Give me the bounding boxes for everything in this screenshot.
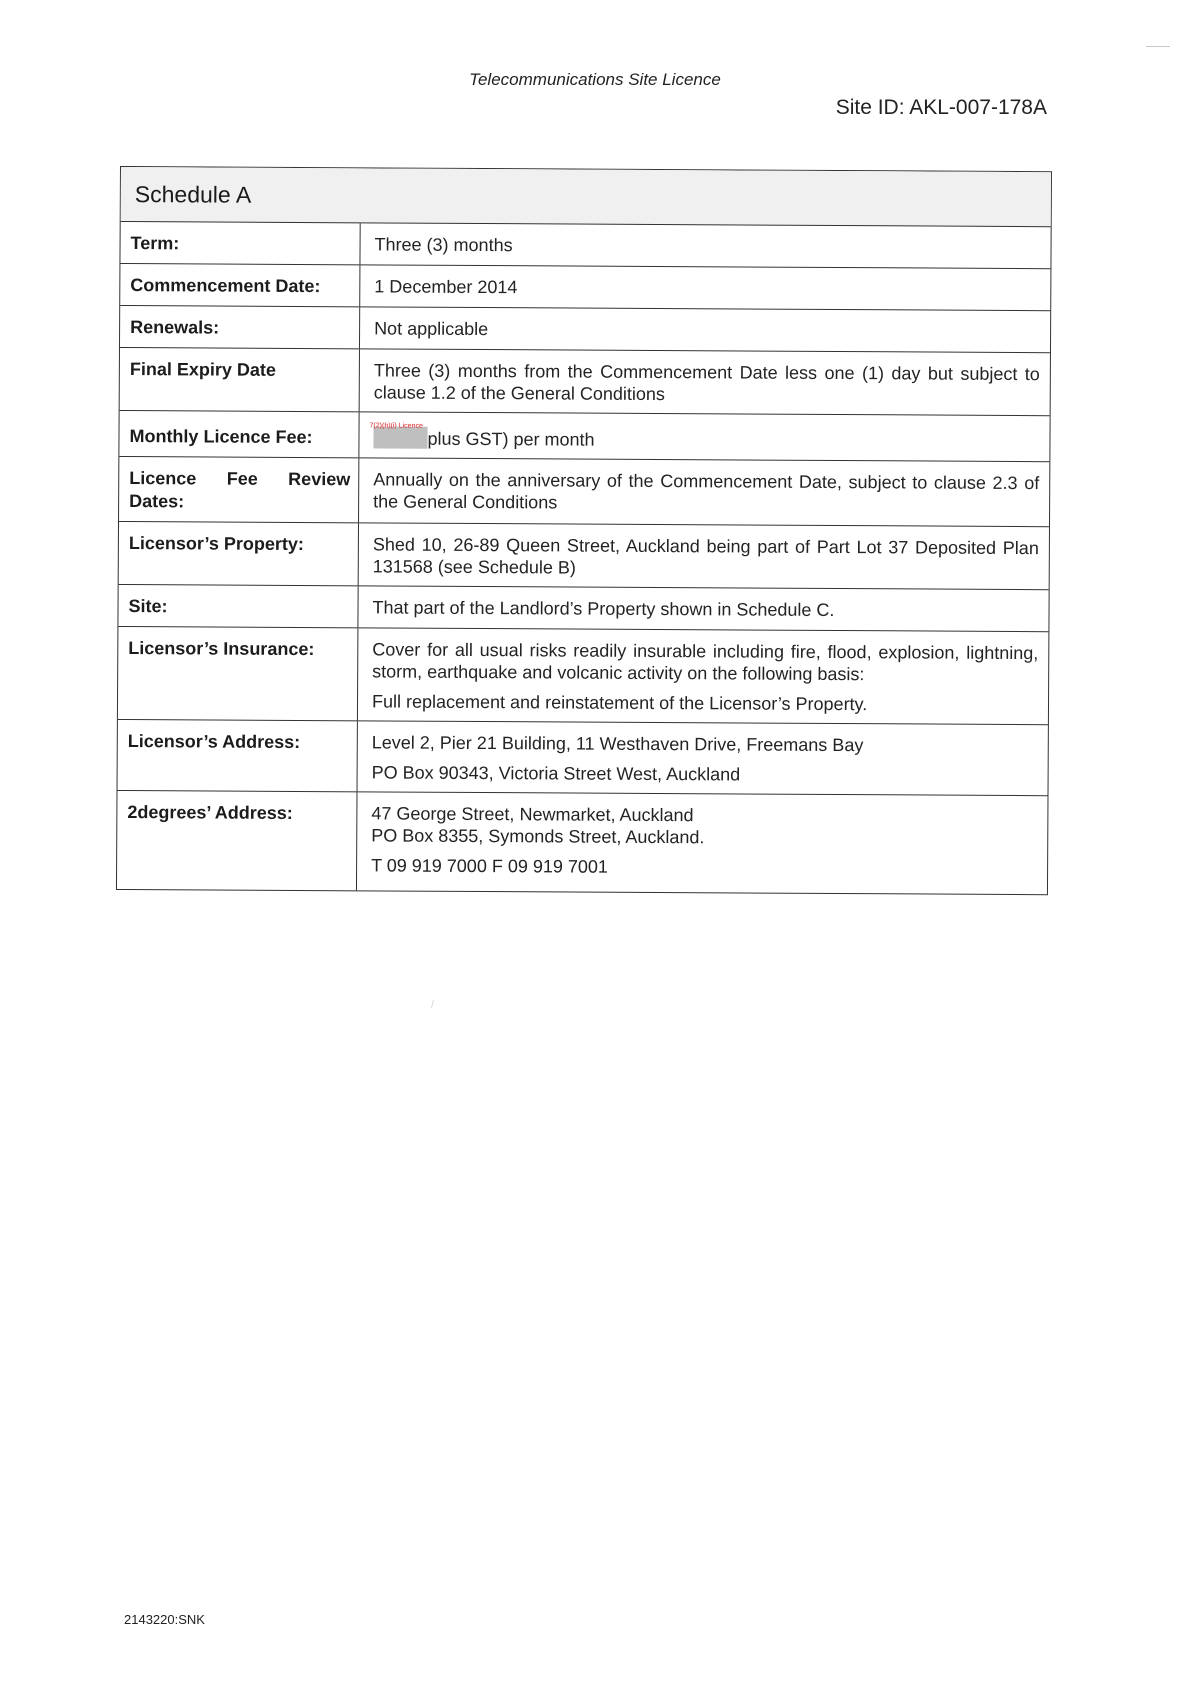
table-row-renewals	[120, 306, 1050, 353]
value-line: Full replacement and reinstatement of the Licensor’s Property.	[371, 691, 868, 715]
row-value	[357, 792, 1048, 894]
value-line: Not applicable	[374, 318, 489, 340]
table-row-monthly-licence-fee	[119, 411, 1049, 462]
value-line: Annually on the anniversary of the Commencement Date, subject to clause 2.3 of the General Conditions	[373, 469, 1040, 513]
fee-text: plus GST) per month	[427, 428, 595, 450]
table-row-final-expiry-date	[120, 348, 1050, 416]
value-line: Three (3) months	[374, 234, 513, 256]
document-title: Telecommunications Site Licence	[469, 70, 721, 89]
row-value	[360, 349, 1050, 415]
row-label: Licence Fee Review Dates:	[119, 457, 359, 522]
row-value	[359, 458, 1049, 526]
table-row-licence-fee-review-dates	[119, 457, 1049, 527]
table-row-site	[118, 585, 1048, 632]
value-line: PO Box 8355, Symonds Street, Auckland.	[371, 825, 705, 848]
row-value	[359, 523, 1049, 589]
schedule-heading: Schedule A	[121, 167, 1051, 227]
row-label: Licensor’s Insurance:	[118, 627, 359, 720]
row-value	[360, 307, 1050, 352]
row-label: Licensor’s Property:	[119, 522, 359, 585]
table-row-term	[120, 222, 1050, 269]
table-row-commencement-date	[120, 264, 1050, 311]
row-label: Monthly Licence Fee:	[119, 411, 359, 457]
table-row-2degrees-address	[117, 791, 1048, 894]
row-label: Site:	[118, 585, 358, 627]
table-row-licensors-property	[119, 522, 1049, 590]
value-line: Shed 10, 26-89 Queen Street, Auckland being part of Part Lot 37 Deposited Plan 131568 (see Schedule B)	[372, 534, 1039, 578]
row-label: Renewals:	[120, 306, 360, 348]
row-value	[360, 223, 1050, 268]
row-value	[358, 586, 1048, 631]
row-value	[358, 628, 1049, 724]
row-value	[359, 412, 1049, 461]
row-value	[358, 721, 1048, 795]
row-label: Licensor’s Address:	[118, 720, 358, 791]
table-row-licensors-address	[118, 720, 1048, 796]
value-line: 1 December 2014	[374, 276, 518, 298]
value-line: Three (3) months from the Commencement Date less one (1) day but subject to clause 1.2 of the General Conditions	[373, 360, 1040, 405]
row-label: 2degrees’ Address:	[117, 791, 358, 890]
row-value	[360, 265, 1050, 310]
document-reference-code: 2143220:SNK	[124, 1612, 205, 1627]
value-line	[369, 422, 1039, 453]
scan-mark	[431, 1000, 434, 1008]
redaction-box	[369, 422, 427, 448]
value-line: Level 2, Pier 21 Building, 11 Westhaven Drive, Freemans Bay	[371, 732, 864, 756]
schedule-a-table	[116, 166, 1052, 895]
value-line: Cover for all usual risks readily insurable including fire, flood, explosion, lightning, storm, earthquake and volcanic activity on the following basis:	[372, 639, 1039, 685]
value-line: 47 George Street, Newmarket, Auckland	[371, 803, 694, 826]
redaction-label: 7(2)(h)(i) Licence	[369, 422, 423, 430]
row-label: Final Expiry Date	[120, 348, 360, 411]
value-line: PO Box 90343, Victoria Street West, Auckland	[371, 762, 741, 785]
table-row-licensors-insurance	[118, 627, 1049, 725]
scan-mark	[1146, 46, 1170, 47]
value-line: That part of the Landlord’s Property shown in Schedule C.	[372, 597, 835, 620]
row-label: Commencement Date:	[120, 264, 360, 306]
row-label: Term:	[120, 222, 360, 264]
value-line: T 09 919 7000 F 09 919 7001	[371, 855, 609, 877]
site-id: Site ID: AKL-007-178A	[835, 96, 1047, 119]
